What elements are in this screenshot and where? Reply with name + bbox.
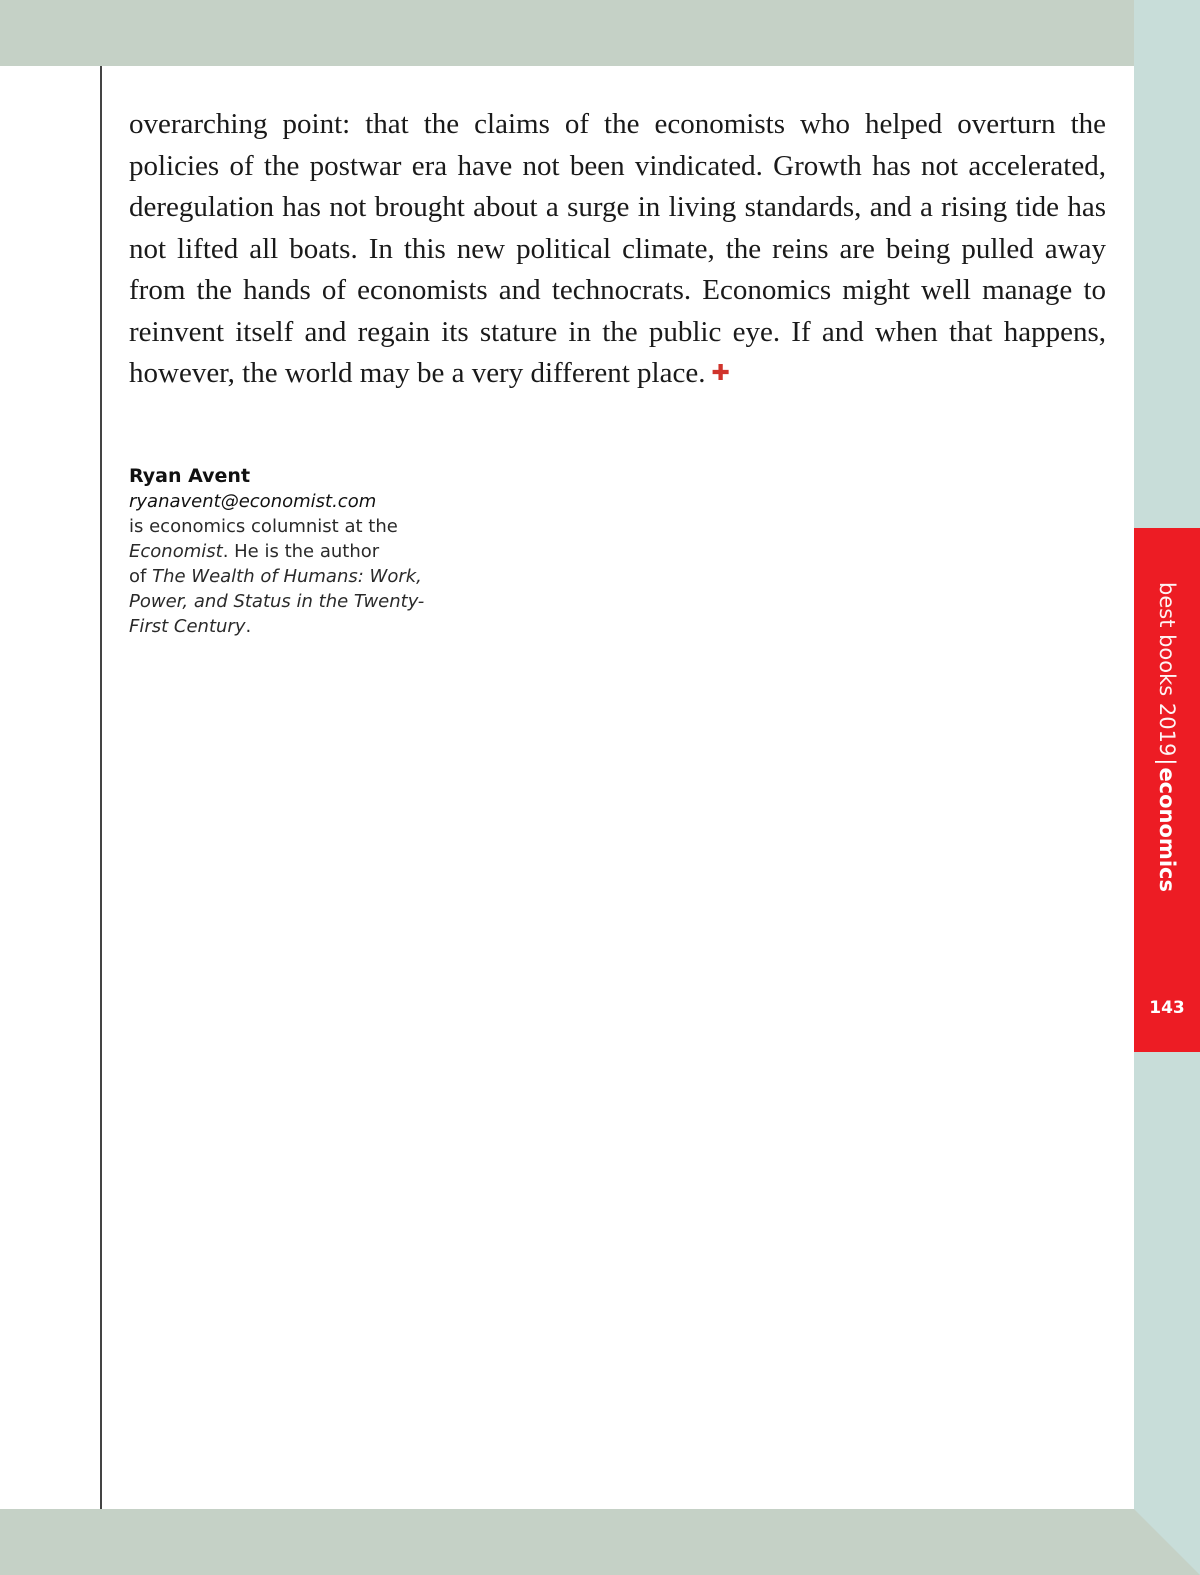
bio-line-end: . <box>245 616 252 637</box>
article-paragraph <box>129 104 1106 397</box>
article-text: overarching point: that the claims of the economists who helped overturn the policies of the postwar era have not been vindicated. Growth has not accelerated, deregulation has not brought about a surge in living standards, and a rising tide has not lifted all boats. In this new political climate, the reins are being pulled away from the hands of economists and technocrats. Economics might well manage to reinvent itself and regain its stature in the public eye. If and when that happens, however, the world may be a very different place. <box>129 108 1106 389</box>
author-bio <box>129 464 429 639</box>
section-tab-label <box>1154 582 1180 892</box>
bio-book-title: The Wealth of Humans: Work, Power, and Status in the Twenty-First Century <box>129 566 425 637</box>
bio-line-1: is economics columnist at the <box>129 516 398 537</box>
author-name: Ryan Avent <box>129 465 251 487</box>
author-email-link[interactable]: ryanavent@economist.com <box>129 491 377 512</box>
series-label: best books 2019 <box>1155 582 1179 757</box>
bio-line-3: of <box>129 566 153 587</box>
page-number: 143 <box>1149 998 1185 1018</box>
bio-line-2: . He is the author <box>222 541 380 562</box>
top-band <box>0 0 1200 66</box>
margin-rule <box>100 66 102 1509</box>
tab-separator: | <box>1155 758 1179 766</box>
bio-publication: Economist <box>129 541 223 562</box>
bottom-band <box>0 1509 1200 1575</box>
section-label: economics <box>1155 767 1179 892</box>
end-mark-icon: ✚ <box>711 361 730 386</box>
